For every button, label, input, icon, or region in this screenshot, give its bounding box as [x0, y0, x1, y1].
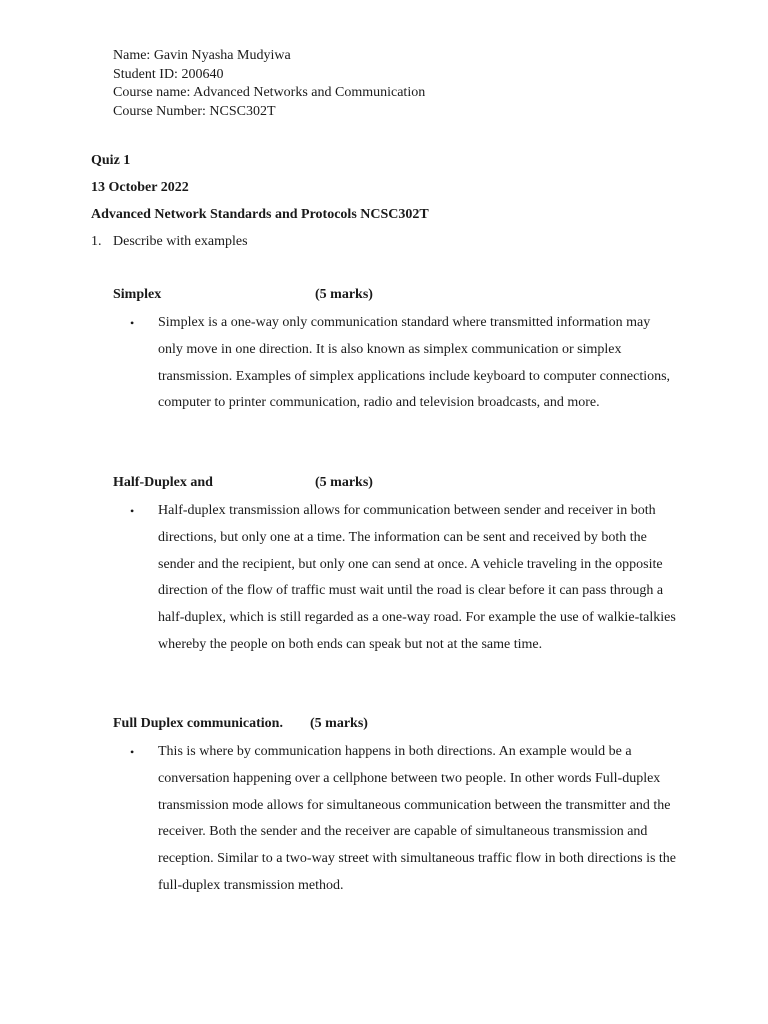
quiz-title: Quiz 1	[91, 153, 131, 168]
question-number: 1.	[91, 234, 102, 249]
section-title: Simplex	[113, 287, 162, 302]
section-heading-half-duplex	[113, 475, 373, 491]
student-info-header	[113, 47, 425, 121]
question-1	[91, 234, 248, 250]
bullet-icon: •	[130, 316, 135, 330]
student-name: Name: Gavin Nyasha Mudyiwa	[113, 48, 291, 63]
course-name: Course name: Advanced Networks and Communication	[113, 85, 426, 100]
bullet-text: Half-duplex transmission allows for communication between sender and receiver in both directions, but only one at a time. The information can be sent and received by both the sender and the recipient, but only one can send at once. A vehicle traveling in the opposite direction of the flow of traffic must wait until the road is clear before it can pass through a half-duplex, which is still regarded as a one-way road. For example the use of walkie-talkies whereby the people on both ends can speak but not at the same time.	[158, 503, 676, 652]
section-marks: (5 marks)	[315, 475, 373, 490]
quiz-date: 13 October 2022	[91, 180, 189, 195]
section-marks: (5 marks)	[310, 716, 368, 731]
section-heading-full-duplex	[113, 716, 368, 732]
quiz-subject: Advanced Network Standards and Protocols NCSC302T	[91, 207, 429, 222]
question-text: Describe with examples	[113, 234, 248, 249]
course-number: Course Number: NCSC302T	[113, 103, 276, 119]
student-id: Student ID: 200640	[113, 66, 224, 82]
section-marks: (5 marks)	[315, 287, 373, 302]
bullet-icon: •	[130, 504, 135, 518]
bullet-icon: •	[130, 745, 135, 759]
section-title: Full Duplex communication.	[113, 716, 283, 731]
bullet-text: This is where by communication happens in both directions. An example would be a conversation happening over a cellphone between two people. In other words Full-duplex transmission mode allows for simultaneous communication between the transmitter and the receiver. Both the sender and the receiver are capable of simultaneous transmission and reception. Similar to a two-way street with simultaneous traffic flow in both directions is the full-duplex transmission method.	[158, 744, 677, 893]
bullet-text: Simplex is a one-way only communication standard where transmitted information may only move in one direction. It is also known as simplex communication or simplex transmission. Examples of simplex applications include keyboard to computer connections, computer to printer communication, radio and television broadcasts, and more.	[158, 315, 671, 411]
section-heading-simplex	[113, 287, 373, 303]
section-title: Half-Duplex and	[113, 475, 213, 490]
